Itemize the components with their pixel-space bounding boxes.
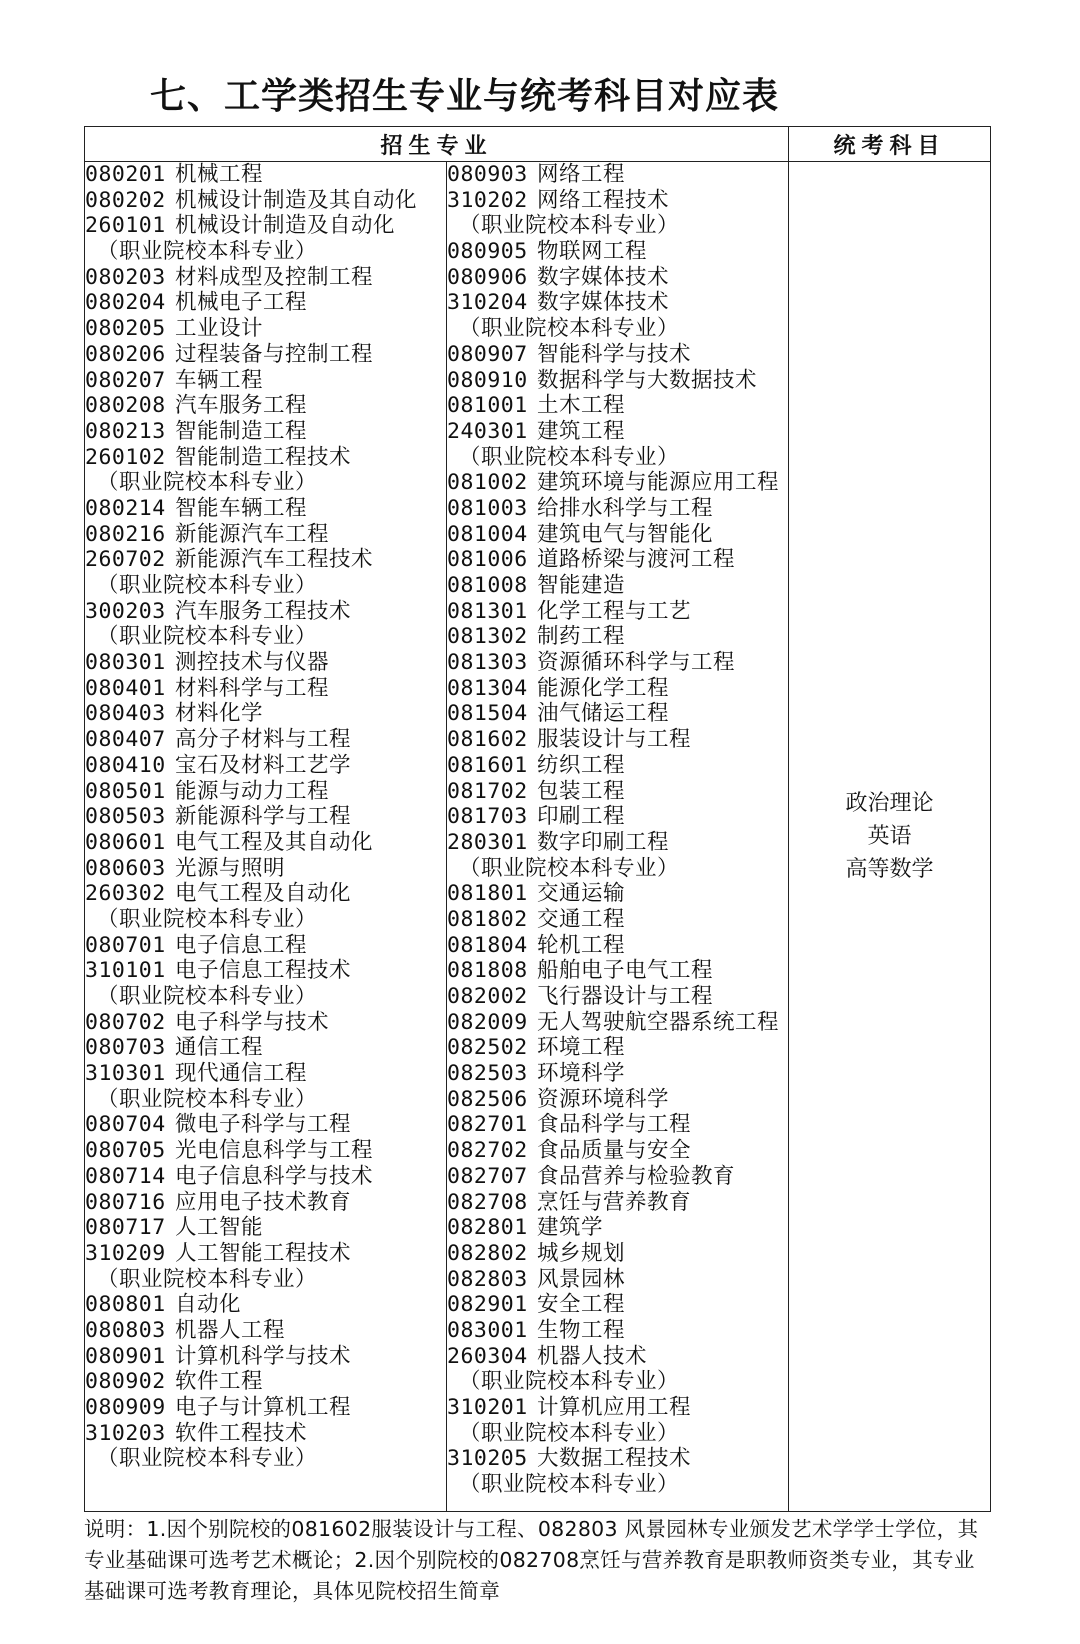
- major-code: 300203: [85, 598, 166, 624]
- major-note: （职业院校本科专业）: [459, 213, 680, 239]
- major-item: [85, 779, 446, 805]
- major-name: 轮机工程: [537, 932, 626, 958]
- major-code: 310201: [447, 1395, 528, 1420]
- major-code: 080906: [447, 264, 528, 290]
- exam-subjects-cell: [789, 162, 991, 1512]
- major-name: 土木工程: [537, 393, 626, 419]
- major-item: [447, 368, 788, 394]
- major-item: [85, 316, 446, 342]
- major-code: 080208: [85, 393, 166, 419]
- major-item: [85, 393, 446, 419]
- major-name: 建筑学: [537, 1215, 604, 1241]
- major-item: [447, 907, 788, 933]
- major-name: 生物工程: [537, 1317, 626, 1343]
- major-code: 080204: [85, 290, 166, 316]
- major-item: [85, 1421, 446, 1447]
- major-item: [85, 701, 446, 727]
- major-name: 数字媒体技术: [537, 264, 670, 290]
- major-name: 环境科学: [537, 1061, 626, 1087]
- major-code: 240301: [447, 418, 528, 444]
- major-item: [447, 342, 788, 368]
- major-name: 智能制造工程技术: [175, 444, 352, 470]
- major-code: 081002: [447, 470, 528, 496]
- major-note: （职业院校本科专业）: [459, 444, 680, 470]
- major-item: [447, 393, 788, 419]
- major-note: （职业院校本科专业）: [97, 573, 318, 598]
- major-code: 080702: [85, 1009, 166, 1035]
- major-name: 城乡规划: [537, 1240, 626, 1266]
- major-name: 电子科学与技术: [175, 1009, 330, 1035]
- major-name: 机械电子工程: [175, 290, 308, 316]
- major-code: 080207: [85, 367, 166, 393]
- major-item: [447, 624, 788, 650]
- major-name: 高分子材料与工程: [175, 727, 352, 753]
- major-name: 光源与照明: [175, 855, 286, 881]
- major-code: 080703: [85, 1035, 166, 1061]
- major-name: 建筑环境与能源应用工程: [537, 470, 780, 496]
- major-code: 081601: [447, 752, 528, 778]
- major-item: [85, 1010, 446, 1036]
- major-code: 080301: [85, 650, 166, 676]
- major-code: 310204: [447, 290, 528, 316]
- major-item: [447, 1061, 788, 1087]
- major-item: [447, 1395, 788, 1421]
- major-name: 宝石及材料工艺学: [175, 752, 352, 778]
- major-code: 310203: [85, 1420, 166, 1446]
- major-item: [447, 1318, 788, 1344]
- major-code: 080216: [85, 521, 166, 547]
- major-code: 080803: [85, 1317, 166, 1343]
- major-item: [447, 1164, 788, 1190]
- major-item: [447, 188, 788, 214]
- major-item: [447, 701, 788, 727]
- exam-subject: 政治理论: [845, 791, 934, 816]
- major-item: [85, 830, 446, 856]
- major-item: [447, 676, 788, 702]
- major-item: [85, 368, 446, 394]
- major-code: 081008: [447, 573, 528, 598]
- major-item: [85, 522, 446, 548]
- major-name: 计算机应用工程: [537, 1395, 692, 1420]
- major-code: 082801: [447, 1215, 528, 1241]
- major-name: 飞行器设计与工程: [537, 984, 714, 1009]
- major-item: [85, 1112, 446, 1138]
- major-name: 电子信息科学与技术: [175, 1163, 374, 1189]
- major-code: 080603: [85, 855, 166, 881]
- major-code: 260302: [85, 881, 166, 907]
- major-item: [447, 881, 788, 907]
- major-code: 081004: [447, 521, 528, 547]
- major-code: 080907: [447, 341, 528, 367]
- major-item: [447, 290, 788, 316]
- major-item: [85, 958, 446, 984]
- major-name: 油气储运工程: [537, 701, 670, 727]
- major-item: [85, 881, 446, 907]
- major-code: 080203: [85, 264, 166, 290]
- major-item: [85, 753, 446, 779]
- major-item: [447, 470, 788, 496]
- major-name: 机械设计制造及自动化: [175, 213, 396, 239]
- major-code: 080503: [85, 804, 166, 830]
- major-code: 082708: [447, 1189, 528, 1215]
- major-code: 080801: [85, 1292, 166, 1318]
- majors-subjects-table: [84, 126, 991, 1512]
- header-majors: 招生专业: [85, 127, 789, 162]
- major-code: 080407: [85, 727, 166, 753]
- major-name: 电子信息工程技术: [175, 958, 352, 984]
- major-item: [85, 1318, 446, 1344]
- major-item: [447, 1292, 788, 1318]
- major-code: 081808: [447, 958, 528, 984]
- major-item: [447, 984, 788, 1010]
- footnote: 说明：1.因个别院校的081602服装设计与工程、082803 风景园林专业颁发艺术学学士学位，其专业基础课可选考艺术概论；2.因个别院校的082708烹饪与营养教育是职教师资类专业，其专业基础课可选考教育理论，具体见院校招生简章: [84, 1517, 979, 1603]
- major-item: [85, 1395, 446, 1421]
- major-code: 310301: [85, 1061, 166, 1087]
- major-item: [447, 830, 788, 856]
- major-item: [447, 1215, 788, 1241]
- major-name: 资源环境科学: [537, 1086, 670, 1112]
- major-name: 微电子科学与工程: [175, 1112, 352, 1138]
- major-item: [85, 445, 446, 471]
- major-code: 310202: [447, 187, 528, 213]
- major-name: 大数据工程技术: [537, 1446, 692, 1472]
- major-code: 081703: [447, 804, 528, 830]
- major-name: 数字媒体技术: [537, 290, 670, 316]
- major-code: 082702: [447, 1138, 528, 1164]
- major-note: （职业院校本科专业）: [459, 1420, 680, 1446]
- major-item: [447, 1241, 788, 1267]
- major-item: [85, 676, 446, 702]
- major-name: 食品科学与工程: [537, 1112, 692, 1138]
- major-code: 260702: [85, 547, 166, 573]
- major-name: 交通工程: [537, 906, 626, 932]
- major-name: 人工智能工程技术: [175, 1240, 352, 1266]
- major-name: 网络工程: [537, 162, 626, 187]
- major-item: [447, 1446, 788, 1472]
- major-code: 081001: [447, 393, 528, 419]
- major-code: 080403: [85, 701, 166, 727]
- major-code: 080501: [85, 778, 166, 804]
- major-code: 081304: [447, 675, 528, 701]
- major-code: 082009: [447, 1009, 528, 1035]
- major-note: （职业院校本科专业）: [97, 906, 318, 932]
- major-item: [85, 1215, 446, 1241]
- major-name: 智能车辆工程: [175, 495, 308, 521]
- major-name: 电子信息工程: [175, 932, 308, 958]
- major-name: 物联网工程: [537, 239, 648, 265]
- major-code: 081504: [447, 701, 528, 727]
- major-code: 081302: [447, 624, 528, 650]
- major-name: 服装设计与工程: [537, 727, 692, 753]
- major-name: 智能科学与技术: [537, 341, 692, 367]
- major-item: [85, 1164, 446, 1190]
- major-code: 080201: [85, 162, 166, 187]
- major-item: [85, 1061, 446, 1087]
- major-item: [447, 599, 788, 625]
- major-name: 汽车服务工程: [175, 393, 308, 419]
- major-name: 机器人工程: [175, 1317, 286, 1343]
- major-item: [447, 1087, 788, 1113]
- major-code: 080410: [85, 752, 166, 778]
- major-code: 260102: [85, 444, 166, 470]
- major-name: 过程装备与控制工程: [175, 341, 374, 367]
- major-name: 风景园林: [537, 1266, 626, 1292]
- major-code: 080213: [85, 418, 166, 444]
- major-note: （职业院校本科专业）: [97, 1266, 318, 1292]
- major-item: [447, 239, 788, 265]
- major-code: 082506: [447, 1086, 528, 1112]
- major-note: （职业院校本科专业）: [459, 1369, 680, 1395]
- major-item: [447, 419, 788, 445]
- major-code: 082707: [447, 1163, 528, 1189]
- major-name: 新能源科学与工程: [175, 804, 352, 830]
- major-item: [85, 1138, 446, 1164]
- major-name: 光电信息科学与工程: [175, 1138, 374, 1164]
- major-item: [85, 1241, 446, 1267]
- major-code: 081802: [447, 906, 528, 932]
- right-major-list: [447, 162, 789, 1512]
- major-name: 智能建造: [537, 573, 626, 598]
- major-name: 电气工程及自动化: [175, 881, 352, 907]
- major-item: [85, 547, 446, 573]
- major-name: 电气工程及其自动化: [175, 829, 374, 855]
- major-item: [85, 933, 446, 959]
- major-name: 建筑电气与智能化: [537, 521, 714, 547]
- major-code: 081702: [447, 778, 528, 804]
- major-item: [85, 727, 446, 753]
- major-code: 080701: [85, 932, 166, 958]
- major-item: [447, 1010, 788, 1036]
- major-code: 081804: [447, 932, 528, 958]
- major-item: [85, 856, 446, 882]
- major-item: [447, 753, 788, 779]
- major-item: [447, 1112, 788, 1138]
- major-item: [85, 1369, 446, 1395]
- major-name: 机器人技术: [537, 1343, 648, 1369]
- major-item: [447, 265, 788, 291]
- major-item: [85, 265, 446, 291]
- major-code: 080910: [447, 367, 528, 393]
- major-name: 环境工程: [537, 1035, 626, 1061]
- major-code: 081301: [447, 598, 528, 624]
- major-note: （职业院校本科专业）: [459, 855, 680, 881]
- major-note: （职业院校本科专业）: [97, 624, 318, 650]
- major-name: 数字印刷工程: [537, 829, 670, 855]
- major-name: 食品质量与安全: [537, 1138, 692, 1164]
- major-code: 080214: [85, 495, 166, 521]
- major-code: 080717: [85, 1215, 166, 1241]
- major-code: 083001: [447, 1317, 528, 1343]
- major-name: 食品营养与检验教育: [537, 1163, 736, 1189]
- major-item: [85, 804, 446, 830]
- major-item: [85, 496, 446, 522]
- major-code: 081801: [447, 881, 528, 907]
- major-name: 机械工程: [175, 162, 264, 187]
- major-name: 化学工程与工艺: [537, 598, 692, 624]
- major-name: 材料成型及控制工程: [175, 264, 374, 290]
- major-name: 材料科学与工程: [175, 675, 330, 701]
- major-note: （职业院校本科专业）: [459, 316, 680, 342]
- major-name: 船舶电子电气工程: [537, 958, 714, 984]
- major-code: 082803: [447, 1266, 528, 1292]
- major-item: [85, 162, 446, 188]
- major-note: （职业院校本科专业）: [97, 1446, 318, 1472]
- major-code: 080909: [85, 1395, 166, 1420]
- major-name: 材料化学: [175, 701, 264, 727]
- major-item: [85, 342, 446, 368]
- major-item: [447, 496, 788, 522]
- major-code: 080601: [85, 829, 166, 855]
- major-name: 网络工程技术: [537, 187, 670, 213]
- major-item: [85, 419, 446, 445]
- major-code: 080714: [85, 1163, 166, 1189]
- major-item: [447, 1267, 788, 1293]
- major-name: 道路桥梁与渡河工程: [537, 547, 736, 573]
- major-item: [85, 290, 446, 316]
- header-subjects: 统考科目: [789, 127, 991, 162]
- major-name: 交通运输: [537, 881, 626, 907]
- page-title: 七、工学类招生专业与统考科目对应表: [150, 76, 780, 117]
- major-note: （职业院校本科专业）: [97, 470, 318, 496]
- major-item: [447, 958, 788, 984]
- major-name: 人工智能: [175, 1215, 264, 1241]
- major-name: 电子与计算机工程: [175, 1395, 352, 1420]
- major-name: 通信工程: [175, 1035, 264, 1061]
- major-note: （职业院校本科专业）: [97, 239, 318, 265]
- major-name: 能源化学工程: [537, 675, 670, 701]
- major-name: 新能源汽车工程: [175, 521, 330, 547]
- major-code: 080202: [85, 187, 166, 213]
- major-code: 081303: [447, 650, 528, 676]
- major-item: [447, 573, 788, 599]
- major-item: [85, 1035, 446, 1061]
- major-code: 080901: [85, 1343, 166, 1369]
- major-item: [85, 188, 446, 214]
- major-code: 081602: [447, 727, 528, 753]
- major-note: （职业院校本科专业）: [97, 984, 318, 1009]
- major-code: 082503: [447, 1061, 528, 1087]
- major-item: [447, 933, 788, 959]
- exam-subject: 英语: [867, 824, 912, 849]
- major-name: 车辆工程: [175, 367, 264, 393]
- major-name: 制药工程: [537, 624, 626, 650]
- major-item: [85, 1292, 446, 1318]
- major-code: 080205: [85, 316, 166, 342]
- major-name: 给排水科学与工程: [537, 495, 714, 521]
- major-name: 计算机科学与技术: [175, 1343, 352, 1369]
- major-code: 082502: [447, 1035, 528, 1061]
- major-code: 310209: [85, 1240, 166, 1266]
- major-item: [447, 522, 788, 548]
- major-item: [85, 650, 446, 676]
- major-item: [447, 162, 788, 188]
- major-name: 安全工程: [537, 1292, 626, 1318]
- major-item: [447, 727, 788, 753]
- major-code: 080902: [85, 1369, 166, 1395]
- major-name: 无人驾驶航空器系统工程: [537, 1009, 780, 1035]
- major-code: 310205: [447, 1446, 528, 1472]
- major-item: [447, 547, 788, 573]
- major-name: 应用电子技术教育: [175, 1189, 352, 1215]
- major-item: [447, 779, 788, 805]
- major-name: 纺织工程: [537, 752, 626, 778]
- major-code: 260101: [85, 213, 166, 239]
- major-code: 081003: [447, 495, 528, 521]
- major-note: （职业院校本科专业）: [97, 1086, 318, 1112]
- major-code: 080206: [85, 341, 166, 367]
- major-code: 260304: [447, 1343, 528, 1369]
- major-name: 现代通信工程: [175, 1061, 308, 1087]
- major-code: 310101: [85, 958, 166, 984]
- major-code: 080401: [85, 675, 166, 701]
- major-item: [447, 1035, 788, 1061]
- major-name: 资源循环科学与工程: [537, 650, 736, 676]
- major-code: 082802: [447, 1240, 528, 1266]
- major-item: [447, 1138, 788, 1164]
- major-name: 工业设计: [175, 316, 264, 342]
- major-code: 082901: [447, 1292, 528, 1318]
- major-item: [447, 804, 788, 830]
- major-name: 能源与动力工程: [175, 778, 330, 804]
- major-code: 081006: [447, 547, 528, 573]
- major-code: 080905: [447, 239, 528, 265]
- major-name: 新能源汽车工程技术: [175, 547, 374, 573]
- major-name: 智能制造工程: [175, 418, 308, 444]
- major-item: [447, 1190, 788, 1216]
- major-name: 包装工程: [537, 778, 626, 804]
- major-name: 烹饪与营养教育: [537, 1189, 692, 1215]
- major-code: 080705: [85, 1138, 166, 1164]
- major-item: [85, 1190, 446, 1216]
- major-name: 数据科学与大数据技术: [537, 367, 758, 393]
- major-note: （职业院校本科专业）: [459, 1472, 680, 1498]
- major-item: [85, 599, 446, 625]
- left-major-list: [85, 162, 447, 1512]
- major-name: 汽车服务工程技术: [175, 598, 352, 624]
- major-name: 建筑工程: [537, 418, 626, 444]
- major-item: [85, 1344, 446, 1370]
- major-code: 280301: [447, 829, 528, 855]
- exam-subject: 高等数学: [845, 857, 934, 882]
- major-name: 自动化: [175, 1292, 242, 1318]
- major-code: 080716: [85, 1189, 166, 1215]
- major-item: [447, 1344, 788, 1370]
- major-item: [447, 650, 788, 676]
- major-code: 080704: [85, 1112, 166, 1138]
- major-code: 082002: [447, 984, 528, 1009]
- major-item: [85, 213, 446, 239]
- major-name: 印刷工程: [537, 804, 626, 830]
- major-name: 测控技术与仪器: [175, 650, 330, 676]
- major-code: 080903: [447, 162, 528, 187]
- major-name: 软件工程: [175, 1369, 264, 1395]
- major-name: 机械设计制造及其自动化: [175, 187, 418, 213]
- major-name: 软件工程技术: [175, 1420, 308, 1446]
- major-code: 082701: [447, 1112, 528, 1138]
